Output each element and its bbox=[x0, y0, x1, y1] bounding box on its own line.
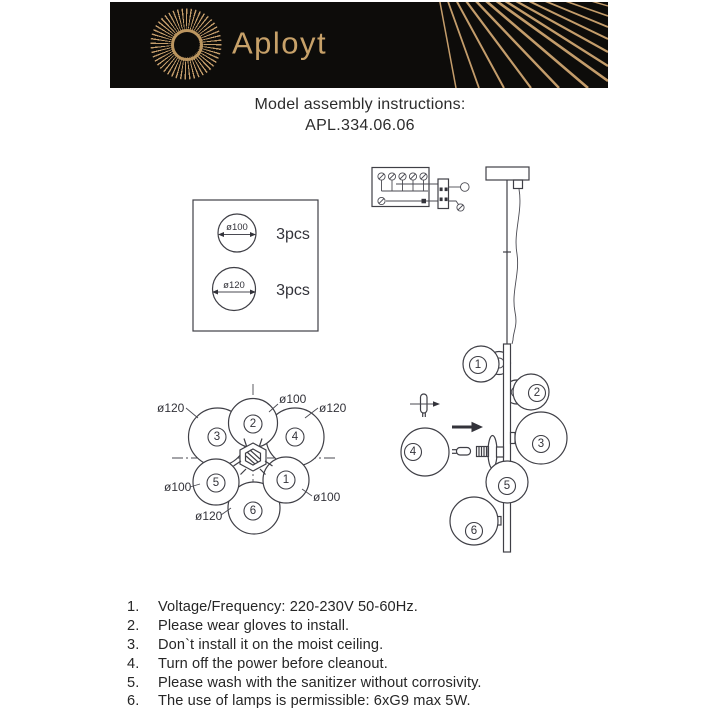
power-cable bbox=[512, 189, 520, 344]
wiring-diagram bbox=[372, 168, 469, 212]
top-ball-3-label: 3 bbox=[213, 431, 221, 443]
item-number: 5. bbox=[127, 674, 140, 691]
hanging-rod-lower bbox=[504, 344, 511, 552]
list-item bbox=[127, 693, 627, 712]
dim-bottom: ø120 bbox=[195, 509, 223, 523]
item-number: 6. bbox=[127, 693, 140, 710]
g9-bulb-icon bbox=[410, 394, 440, 417]
side-ball-6-label: 6 bbox=[470, 525, 478, 537]
ceiling-canopy bbox=[486, 167, 529, 180]
top-view bbox=[157, 384, 347, 536]
parts-box bbox=[193, 200, 318, 331]
page-title: Model assembly instructions: bbox=[254, 96, 466, 113]
item-text: Turn off the power before cleanout. bbox=[158, 655, 388, 672]
top-ball-6-label: 6 bbox=[249, 505, 257, 517]
model-number: APL.334.06.06 bbox=[305, 117, 415, 134]
wire-loop-icon bbox=[461, 183, 470, 192]
list-item bbox=[127, 599, 627, 618]
item-text: The use of lamps is permissible: 6xG9 max 5W. bbox=[158, 693, 471, 710]
item-text: Please wash with the sanitizer without corrosivity. bbox=[158, 674, 482, 691]
side-ball-4-label: 4 bbox=[409, 446, 417, 458]
list-item bbox=[127, 656, 627, 675]
top-ball-2-label: 2 bbox=[249, 418, 257, 430]
dim-right: ø100 bbox=[313, 490, 341, 504]
list-item bbox=[127, 637, 627, 656]
side-ball-5-label: 5 bbox=[503, 480, 511, 492]
ceiling-mount bbox=[486, 167, 529, 344]
bulb-screw-icon bbox=[452, 447, 489, 457]
top-ball-4-label: 4 bbox=[291, 431, 299, 443]
dim-top-right: ø120 bbox=[319, 401, 347, 415]
install-arrow-icon bbox=[452, 422, 483, 432]
item-text: Don`t install it on the moist ceiling. bbox=[158, 636, 384, 653]
part-qty-100: 3pcs bbox=[276, 226, 310, 243]
list-item bbox=[127, 675, 627, 694]
cable-gland-icon bbox=[514, 180, 523, 189]
part-diameter-120: ø120 bbox=[223, 280, 245, 291]
side-ball-1-label: 1 bbox=[474, 359, 482, 371]
dim-top-left: ø120 bbox=[157, 401, 185, 415]
side-ball-2-label: 2 bbox=[533, 387, 541, 399]
side-ball-3-label: 3 bbox=[537, 438, 545, 450]
lamp-socket-icon bbox=[488, 436, 497, 469]
top-ball-1-label: 1 bbox=[282, 474, 290, 486]
part-qty-120: 3pcs bbox=[276, 282, 310, 299]
terminal-screws-icon bbox=[378, 173, 428, 205]
top-ball-5-label: 5 bbox=[212, 477, 220, 489]
item-text: Please wear gloves to install. bbox=[158, 617, 350, 634]
item-number: 3. bbox=[127, 636, 140, 653]
brand-logo-text: Aployt bbox=[232, 25, 328, 61]
dim-top: ø100 bbox=[279, 392, 307, 406]
list-item bbox=[127, 618, 627, 637]
dim-left: ø100 bbox=[164, 480, 192, 494]
item-number: 1. bbox=[127, 599, 140, 615]
pendant-side-view bbox=[401, 344, 567, 552]
connector-block-icon bbox=[438, 179, 449, 209]
item-number: 4. bbox=[127, 655, 140, 672]
instructions-list bbox=[127, 599, 627, 712]
item-text: Voltage/Frequency: 220-230V 50-60Hz. bbox=[158, 599, 418, 615]
part-diameter-100: ø100 bbox=[226, 222, 248, 233]
item-number: 2. bbox=[127, 617, 140, 634]
